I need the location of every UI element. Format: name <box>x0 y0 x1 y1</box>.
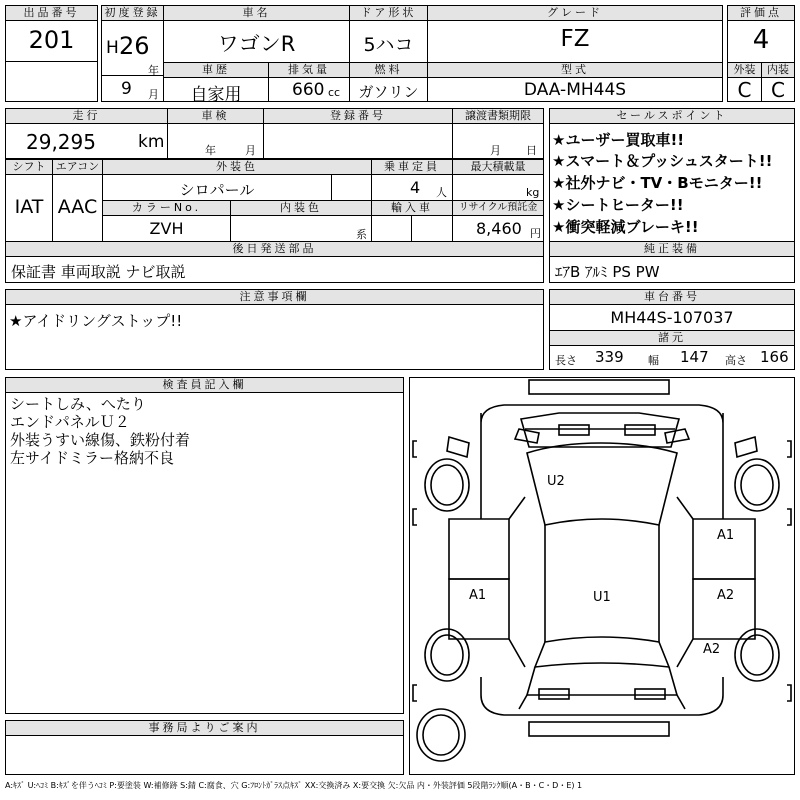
car-name-label: 車名 <box>163 5 350 21</box>
aircon: AAC <box>57 196 98 218</box>
notes: ★アイドリングストップ!! <box>9 312 183 330</box>
transfer-day-unit: 日 <box>526 144 537 157</box>
selling-point: ★ユーザー買取車!! <box>552 131 685 149</box>
shift: IAT <box>14 196 44 218</box>
fuel-label: 燃料 <box>349 62 428 78</box>
import-car-label: 輸入車 <box>371 200 453 216</box>
grade-label: グレード <box>427 5 723 21</box>
lot-number-label: 出品番号 <box>5 5 98 21</box>
width: 147 <box>680 348 709 366</box>
height-label: 高さ <box>725 354 747 367</box>
displacement-label: 排気量 <box>268 62 350 78</box>
dimensions-label: 諸元 <box>549 330 795 346</box>
transfer-month-unit: 月 <box>490 144 501 157</box>
registration-year-unit: 年 <box>148 64 159 77</box>
aircon-label: エアコン <box>52 159 103 175</box>
equipment-label: 純正装備 <box>549 241 795 257</box>
dimensions-box <box>549 345 795 370</box>
capacity-unit: 人 <box>436 186 447 199</box>
recycle-fee-label: リサイクル預託金 <box>452 200 544 216</box>
history: 自家用 <box>190 85 242 105</box>
door-type-label: ドア形状 <box>349 5 428 21</box>
capacity: 4 <box>410 178 421 197</box>
registration-month: 9 <box>121 79 132 99</box>
selling-point: ★衝突軽減ブレーキ!! <box>552 218 699 236</box>
max-load-label: 最大積載量 <box>452 159 544 175</box>
model: DAA-MH44S <box>523 80 627 100</box>
first-registration-label: 初度登録 <box>101 5 164 21</box>
inspector-note-line: 左サイドミラー格納不良 <box>10 449 174 467</box>
damage-mark: A2 <box>703 642 721 657</box>
car-diagram <box>409 377 795 775</box>
interior-grade: C <box>771 78 785 102</box>
selling-point: ★シートヒーター!! <box>552 196 684 214</box>
model-label: 型式 <box>427 62 723 78</box>
inspector-note-line: 外装うすい線傷、鉄粉付着 <box>10 431 191 449</box>
grade: FZ <box>560 26 590 52</box>
width-label: 幅 <box>648 354 659 367</box>
chassis-number-label: 車台番号 <box>549 289 795 305</box>
notes-label: 注意事項欄 <box>5 289 544 305</box>
exterior-grade: C <box>737 78 752 102</box>
selling-point: ★社外ナビ・TV・Bモニター!! <box>552 174 763 192</box>
selling-points-label: セールスポイント <box>549 108 795 124</box>
shift-label: シフト <box>5 159 53 175</box>
registration-number-label: 登録番号 <box>263 108 453 124</box>
interior-color-unit: 系 <box>356 228 367 241</box>
chassis-number: MH44S-107037 <box>610 308 734 327</box>
color-number-label: カラーNo. <box>102 200 231 216</box>
mileage-unit: km <box>138 132 165 152</box>
height: 166 <box>760 348 789 366</box>
score-label: 評価点 <box>727 5 795 21</box>
displacement-unit: cc <box>328 86 341 99</box>
interior-grade-label: 内装 <box>761 62 795 78</box>
damage-mark: U1 <box>593 590 611 605</box>
inspector-note-line: エンドパネルＵ２ <box>10 413 130 431</box>
fuel: ガソリン <box>358 83 419 101</box>
lot-number-blank <box>5 61 98 102</box>
car-name: ワゴンR <box>217 32 296 56</box>
recycle-fee-unit: 円 <box>530 227 541 240</box>
exterior-color-extra <box>331 174 372 201</box>
mileage: 29,295 <box>26 130 96 154</box>
selling-point: ★スマート＆プッシュスタート!! <box>552 152 773 170</box>
damage-mark: U2 <box>547 474 565 489</box>
mileage-label: 走行 <box>5 108 168 124</box>
inspector-notes-label: 検査員記入欄 <box>5 377 404 393</box>
exterior-color-label: 外装色 <box>102 159 372 175</box>
capacity-label: 乗車定員 <box>371 159 453 175</box>
import-car-box-2 <box>411 215 453 242</box>
import-car-box <box>371 215 412 242</box>
history-label: 車歴 <box>163 62 269 78</box>
damage-mark: A1 <box>717 528 735 543</box>
lot-number: 201 <box>28 26 75 54</box>
color-number: ZVH <box>149 219 184 238</box>
interior-color-label: 内装色 <box>230 200 372 216</box>
door-type: 5ハコ <box>363 34 414 56</box>
inspection-year-unit: 年 <box>205 144 216 157</box>
office-notice-box <box>5 735 404 775</box>
legend: A:ｷｽﾞ U:ﾍｺﾐ B:ｷｽﾞを伴うﾍｺﾐ P:要塗装 W:補修跡 S:錆 C:腐食、穴 G:ﾌﾛﾝﾄｶﾞﾗｽ点ｷｽﾞ XX:交換済み X:要交換 欠:欠品 内・外装評価 5段階ﾗﾝｸ順(A・B・C・D・E) 1 <box>5 781 583 790</box>
damage-mark: A1 <box>469 588 487 603</box>
inspection-label: 車検 <box>167 108 264 124</box>
max-load-unit: kg <box>526 186 540 199</box>
interior-color-box <box>230 215 372 242</box>
later-parts: 保証書 車両取説 ナビ取説 <box>11 263 186 281</box>
office-notice-label: 事務局よりご案内 <box>5 720 404 736</box>
exterior-grade-label: 外装 <box>727 62 762 78</box>
inspector-note-line: シートしみ、へたり <box>10 395 146 413</box>
recycle-fee: 8,460 <box>476 219 522 238</box>
displacement: 660 <box>292 80 325 100</box>
transfer-deadline-label: 譲渡書類期限 <box>452 108 544 124</box>
registration-era: H <box>106 38 119 58</box>
length-label: 長さ <box>555 354 577 367</box>
registration-number-box <box>263 123 453 159</box>
registration-year: 26 <box>119 32 150 60</box>
score: 4 <box>752 25 770 55</box>
inspection-month-unit: 月 <box>245 144 256 157</box>
damage-mark: A2 <box>717 588 735 603</box>
length: 339 <box>595 348 624 366</box>
equipment: ｴｱB ｱﾙﾐ PS PW <box>555 263 660 281</box>
registration-month-unit: 月 <box>148 88 159 101</box>
later-parts-label: 後日発送部品 <box>5 241 544 257</box>
exterior-color: シロパール <box>179 181 255 199</box>
